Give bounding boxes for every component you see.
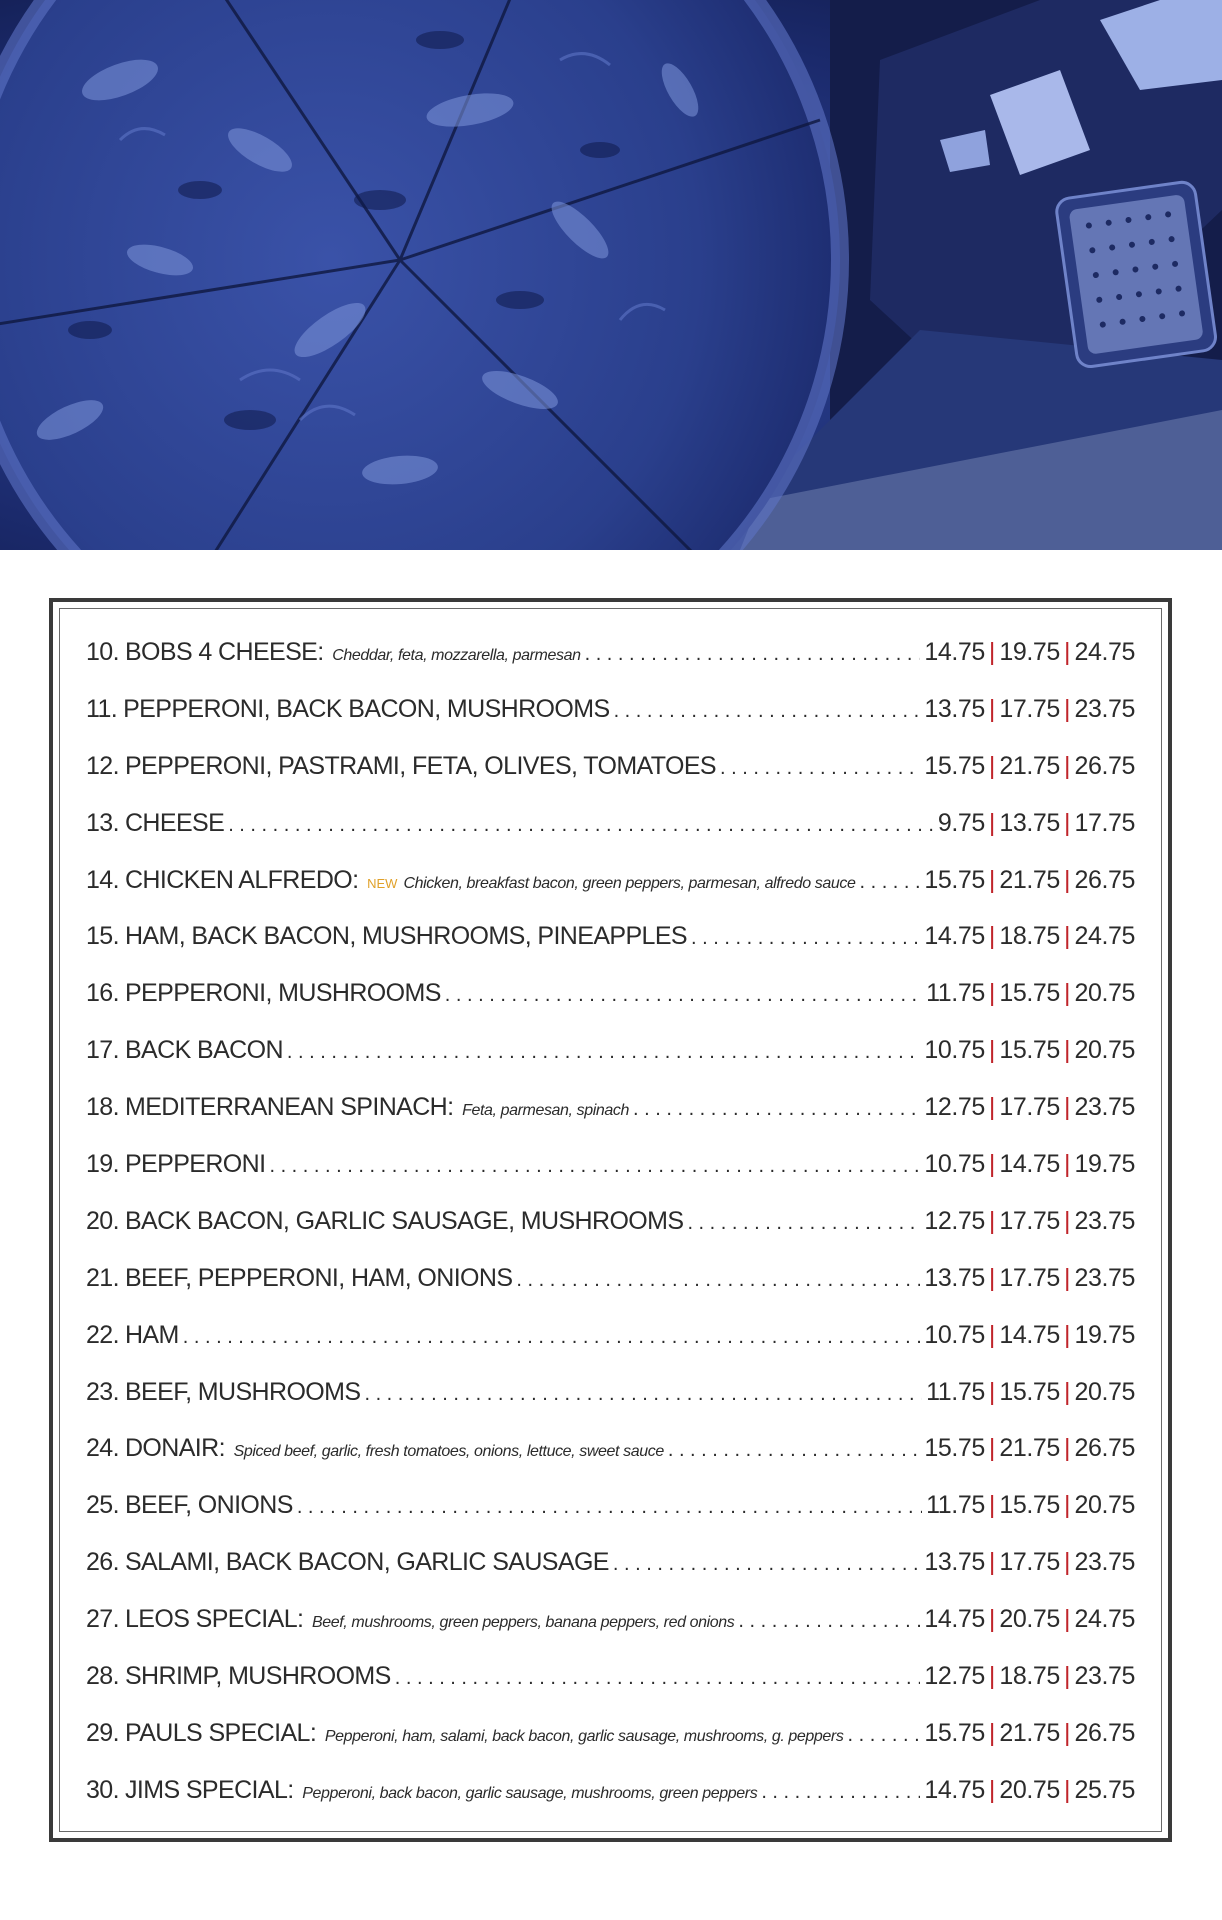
item-number: 16. bbox=[86, 979, 119, 1008]
item-number: 10. bbox=[86, 638, 119, 666]
price-medium: 21.75 bbox=[999, 1434, 1060, 1463]
price-separator: | bbox=[1063, 1263, 1071, 1292]
menu-frame bbox=[49, 598, 1172, 1842]
price-separator: | bbox=[1063, 1662, 1071, 1691]
item-name: JIMS SPECIAL bbox=[124, 1775, 288, 1804]
menu-item bbox=[86, 852, 1135, 909]
price-separator: | bbox=[1063, 865, 1071, 894]
item-name: MEDITERRANEAN SPINACH bbox=[124, 1093, 448, 1122]
price-large: 23.75 bbox=[1074, 1206, 1135, 1235]
item-description: Beef, mushrooms, green peppers, banana peppers, red onions bbox=[311, 1614, 735, 1632]
item-prices bbox=[926, 965, 1135, 1022]
price-separator: | bbox=[1063, 1718, 1071, 1747]
item-number: 19. bbox=[86, 1150, 119, 1179]
item-number: 25. bbox=[86, 1491, 119, 1520]
name-colon: : bbox=[447, 1093, 455, 1122]
item-prices bbox=[924, 738, 1135, 795]
name-colon: : bbox=[297, 1605, 304, 1634]
price-separator: | bbox=[1063, 694, 1071, 723]
price-medium: 17.75 bbox=[999, 1093, 1060, 1122]
menu-item bbox=[86, 1250, 1135, 1307]
price-small: 13.75 bbox=[924, 694, 985, 723]
item-name: SHRIMP, MUSHROOMS bbox=[124, 1662, 391, 1691]
item-prices bbox=[924, 1307, 1135, 1364]
item-number: 24. bbox=[86, 1434, 119, 1463]
name-colon: : bbox=[352, 865, 360, 894]
item-prices bbox=[924, 681, 1135, 738]
dot-leader bbox=[738, 1593, 920, 1648]
price-separator: | bbox=[988, 638, 996, 666]
price-separator: | bbox=[1063, 1548, 1071, 1577]
menu-item bbox=[86, 738, 1135, 795]
price-large: 24.75 bbox=[1074, 638, 1135, 666]
price-separator: | bbox=[988, 865, 996, 894]
menu-item bbox=[86, 1420, 1135, 1477]
price-medium: 20.75 bbox=[999, 1605, 1060, 1634]
price-medium: 15.75 bbox=[999, 1036, 1060, 1065]
dot-leader bbox=[614, 683, 921, 738]
price-separator: | bbox=[988, 1434, 996, 1463]
price-separator: | bbox=[988, 1263, 996, 1292]
name-colon: : bbox=[218, 1434, 226, 1463]
item-description: Spiced beef, garlic, fresh tomatoes, onions, lettuce, sweet sauce bbox=[233, 1443, 664, 1461]
price-separator: | bbox=[988, 751, 996, 780]
menu-item bbox=[86, 1136, 1135, 1193]
menu-item bbox=[86, 1079, 1135, 1136]
dot-leader bbox=[761, 1764, 920, 1819]
item-name: PAULS SPECIAL bbox=[124, 1718, 310, 1747]
item-number: 29. bbox=[86, 1718, 119, 1747]
price-small: 15.75 bbox=[924, 1718, 985, 1747]
price-small: 14.75 bbox=[924, 1605, 985, 1634]
dot-leader bbox=[228, 797, 934, 852]
price-separator: | bbox=[1063, 1434, 1071, 1463]
price-large: 26.75 bbox=[1074, 1434, 1135, 1463]
dot-leader bbox=[585, 626, 921, 681]
dot-leader bbox=[859, 854, 920, 909]
item-prices bbox=[924, 908, 1135, 965]
item-number: 12. bbox=[86, 751, 119, 780]
price-large: 23.75 bbox=[1074, 1662, 1135, 1691]
price-small: 10.75 bbox=[924, 1320, 985, 1349]
price-large: 20.75 bbox=[1074, 1491, 1135, 1520]
price-separator: | bbox=[988, 1093, 996, 1122]
item-name: LEOS SPECIAL bbox=[124, 1605, 298, 1634]
item-name: SALAMI, BACK BACON, GARLIC SAUSAGE bbox=[124, 1548, 609, 1577]
menu-item bbox=[86, 1762, 1135, 1819]
price-small: 12.75 bbox=[924, 1206, 985, 1235]
dot-leader bbox=[297, 1479, 922, 1534]
item-number: 26. bbox=[86, 1548, 119, 1577]
item-prices bbox=[938, 795, 1135, 852]
price-small: 10.75 bbox=[924, 1036, 985, 1065]
menu-item bbox=[86, 1477, 1135, 1534]
price-separator: | bbox=[1063, 1605, 1071, 1634]
menu-item bbox=[86, 1705, 1135, 1762]
item-number: 18. bbox=[86, 1093, 119, 1122]
menu-item bbox=[86, 1591, 1135, 1648]
item-name: DONAIR bbox=[124, 1434, 219, 1463]
item-prices bbox=[924, 1762, 1135, 1819]
pizza-menu-list bbox=[86, 624, 1135, 1819]
price-separator: | bbox=[988, 808, 996, 837]
dot-leader bbox=[516, 1252, 920, 1307]
price-large: 19.75 bbox=[1074, 1150, 1135, 1179]
price-large: 26.75 bbox=[1074, 1718, 1135, 1747]
price-medium: 19.75 bbox=[999, 638, 1060, 666]
price-separator: | bbox=[988, 1036, 996, 1065]
price-separator: | bbox=[988, 1206, 996, 1235]
price-small: 11.75 bbox=[926, 1491, 985, 1520]
price-separator: | bbox=[1063, 751, 1071, 780]
item-name: BOBS 4 CHEESE bbox=[124, 638, 318, 666]
menu-item bbox=[86, 908, 1135, 965]
price-separator: | bbox=[988, 694, 996, 723]
price-large: 17.75 bbox=[1074, 808, 1135, 837]
menu-item bbox=[86, 1307, 1135, 1364]
price-large: 20.75 bbox=[1074, 1036, 1135, 1065]
price-medium: 17.75 bbox=[999, 694, 1060, 723]
price-separator: | bbox=[988, 1718, 996, 1747]
price-large: 20.75 bbox=[1074, 1377, 1135, 1406]
price-medium: 15.75 bbox=[999, 1377, 1060, 1406]
item-prices bbox=[924, 1022, 1135, 1079]
item-prices bbox=[924, 1250, 1135, 1307]
dot-leader bbox=[691, 910, 920, 965]
menu-item bbox=[86, 1193, 1135, 1250]
item-description: Cheddar, feta, mozzarella, parmesan bbox=[332, 647, 581, 664]
name-colon: : bbox=[287, 1775, 295, 1804]
price-separator: | bbox=[1063, 808, 1071, 837]
price-small: 14.75 bbox=[924, 638, 985, 666]
price-separator: | bbox=[1063, 979, 1071, 1008]
item-number: 14. bbox=[86, 865, 119, 894]
item-name: BACK BACON, GARLIC SAUSAGE, MUSHROOMS bbox=[124, 1206, 684, 1235]
price-medium: 21.75 bbox=[999, 865, 1060, 894]
item-prices bbox=[924, 1534, 1135, 1591]
price-small: 15.75 bbox=[924, 865, 985, 894]
price-medium: 14.75 bbox=[999, 1320, 1060, 1349]
price-small: 14.75 bbox=[924, 1775, 985, 1804]
price-separator: | bbox=[1063, 1206, 1071, 1235]
price-medium: 21.75 bbox=[999, 751, 1060, 780]
item-number: 15. bbox=[86, 922, 119, 951]
price-separator: | bbox=[988, 1377, 996, 1406]
price-separator: | bbox=[988, 1775, 996, 1804]
price-medium: 17.75 bbox=[999, 1263, 1060, 1292]
price-medium: 21.75 bbox=[999, 1718, 1060, 1747]
dot-leader bbox=[613, 1536, 920, 1591]
item-prices bbox=[926, 1477, 1135, 1534]
menu-item bbox=[86, 1534, 1135, 1591]
item-prices bbox=[924, 1136, 1135, 1193]
name-colon: : bbox=[309, 1718, 317, 1747]
price-large: 26.75 bbox=[1074, 865, 1135, 894]
dot-leader bbox=[720, 740, 920, 795]
item-name: HAM, BACK BACON, MUSHROOMS, PINEAPPLES bbox=[124, 922, 688, 951]
price-separator: | bbox=[988, 979, 996, 1008]
price-medium: 17.75 bbox=[999, 1548, 1060, 1577]
item-name: BEEF, PEPPERONI, HAM, ONIONS bbox=[124, 1263, 513, 1292]
price-large: 24.75 bbox=[1074, 922, 1135, 951]
item-number: 11. bbox=[86, 694, 118, 723]
menu-item bbox=[86, 1022, 1135, 1079]
item-prices bbox=[924, 624, 1135, 681]
price-medium: 20.75 bbox=[999, 1775, 1060, 1804]
price-separator: | bbox=[1063, 1150, 1071, 1179]
menu-item bbox=[86, 681, 1135, 738]
item-prices bbox=[924, 1705, 1135, 1762]
price-separator: | bbox=[1063, 1491, 1071, 1520]
menu-item bbox=[86, 1364, 1135, 1421]
item-prices bbox=[924, 1648, 1135, 1705]
item-name: PEPPERONI bbox=[124, 1150, 266, 1179]
price-separator: | bbox=[1063, 1093, 1071, 1122]
price-small: 10.75 bbox=[924, 1150, 985, 1179]
price-small: 11.75 bbox=[926, 1377, 985, 1406]
price-separator: | bbox=[1063, 638, 1071, 666]
item-number: 21. bbox=[86, 1263, 119, 1292]
price-separator: | bbox=[988, 1491, 996, 1520]
item-number: 23. bbox=[86, 1377, 119, 1406]
item-prices bbox=[924, 1591, 1135, 1648]
item-description: Chicken, breakfast bacon, green peppers, parmesan, alfredo sauce bbox=[403, 874, 856, 892]
price-separator: | bbox=[988, 1662, 996, 1691]
item-name: PEPPERONI, BACK BACON, MUSHROOMS bbox=[123, 694, 610, 723]
item-description: Pepperoni, ham, salami, back bacon, garlic sausage, mushrooms, g. peppers bbox=[324, 1727, 844, 1745]
price-small: 12.75 bbox=[924, 1093, 985, 1122]
price-large: 23.75 bbox=[1074, 694, 1135, 723]
price-large: 20.75 bbox=[1074, 979, 1135, 1008]
price-separator: | bbox=[1063, 1036, 1071, 1065]
item-number: 22. bbox=[86, 1320, 119, 1349]
item-description: Pepperoni, back bacon, garlic sausage, mushrooms, green peppers bbox=[302, 1784, 758, 1802]
price-separator: | bbox=[1063, 1775, 1071, 1804]
item-description: Feta, parmesan, spinach bbox=[462, 1102, 629, 1120]
item-name: BEEF, MUSHROOMS bbox=[124, 1377, 361, 1406]
item-prices bbox=[926, 1364, 1135, 1421]
price-large: 23.75 bbox=[1074, 1093, 1135, 1122]
price-large: 19.75 bbox=[1074, 1320, 1135, 1349]
hero-pizza-photo bbox=[0, 0, 1222, 550]
price-large: 24.75 bbox=[1074, 1605, 1135, 1634]
dot-leader bbox=[183, 1309, 921, 1364]
price-separator: | bbox=[988, 1320, 996, 1349]
dot-leader bbox=[445, 967, 922, 1022]
menu-item bbox=[86, 795, 1135, 852]
price-large: 23.75 bbox=[1074, 1548, 1135, 1577]
pizza-illustration bbox=[0, 0, 1222, 550]
price-separator: | bbox=[1063, 1320, 1071, 1349]
price-small: 12.75 bbox=[924, 1662, 985, 1691]
price-small: 13.75 bbox=[924, 1263, 985, 1292]
item-number: 30. bbox=[86, 1775, 119, 1804]
price-medium: 15.75 bbox=[999, 1491, 1060, 1520]
price-medium: 18.75 bbox=[999, 1662, 1060, 1691]
item-name: CHEESE bbox=[124, 808, 225, 837]
dot-leader bbox=[668, 1422, 920, 1477]
item-name: PEPPERONI, MUSHROOMS bbox=[124, 979, 441, 1008]
price-separator: | bbox=[988, 1605, 996, 1634]
price-separator: | bbox=[1063, 1377, 1071, 1406]
price-small: 14.75 bbox=[924, 922, 985, 951]
item-number: 13. bbox=[86, 808, 119, 837]
price-large: 26.75 bbox=[1074, 751, 1135, 780]
item-name: PEPPERONI, PASTRAMI, FETA, OLIVES, TOMATOES bbox=[124, 751, 716, 780]
item-number: 17. bbox=[86, 1036, 119, 1065]
dot-leader bbox=[269, 1138, 920, 1193]
price-small: 9.75 bbox=[937, 808, 985, 837]
dot-leader bbox=[847, 1707, 920, 1762]
item-prices bbox=[924, 1420, 1135, 1477]
item-number: 20. bbox=[86, 1206, 119, 1235]
price-large: 25.75 bbox=[1074, 1775, 1135, 1804]
price-medium: 17.75 bbox=[999, 1206, 1060, 1235]
dot-leader bbox=[633, 1081, 920, 1136]
item-name: BACK BACON bbox=[124, 1036, 283, 1065]
price-separator: | bbox=[988, 1548, 996, 1577]
price-medium: 15.75 bbox=[999, 979, 1060, 1008]
price-small: 11.75 bbox=[926, 979, 985, 1008]
item-name: HAM bbox=[124, 1320, 179, 1349]
price-separator: | bbox=[988, 922, 996, 951]
name-colon: : bbox=[317, 638, 325, 666]
menu-item bbox=[86, 1648, 1135, 1705]
dot-leader bbox=[687, 1195, 920, 1250]
new-badge: NEW bbox=[367, 875, 398, 891]
price-small: 15.75 bbox=[924, 751, 985, 780]
item-prices bbox=[924, 852, 1135, 909]
price-small: 13.75 bbox=[924, 1548, 985, 1577]
dot-leader bbox=[395, 1650, 921, 1705]
price-small: 15.75 bbox=[924, 1434, 985, 1463]
price-medium: 18.75 bbox=[999, 922, 1060, 951]
menu-item bbox=[86, 624, 1135, 681]
price-medium: 13.75 bbox=[999, 808, 1060, 837]
menu-item bbox=[86, 965, 1135, 1022]
item-name: CHICKEN ALFREDO bbox=[124, 865, 353, 894]
dot-leader bbox=[364, 1366, 922, 1421]
price-medium: 14.75 bbox=[999, 1150, 1060, 1179]
dot-leader bbox=[287, 1024, 920, 1079]
price-large: 23.75 bbox=[1074, 1263, 1135, 1292]
item-number: 27. bbox=[86, 1605, 119, 1634]
item-number: 28. bbox=[86, 1662, 119, 1691]
price-separator: | bbox=[1063, 922, 1071, 951]
price-separator: | bbox=[988, 1150, 996, 1179]
item-prices bbox=[924, 1079, 1135, 1136]
item-name: BEEF, ONIONS bbox=[124, 1491, 293, 1520]
item-prices bbox=[924, 1193, 1135, 1250]
